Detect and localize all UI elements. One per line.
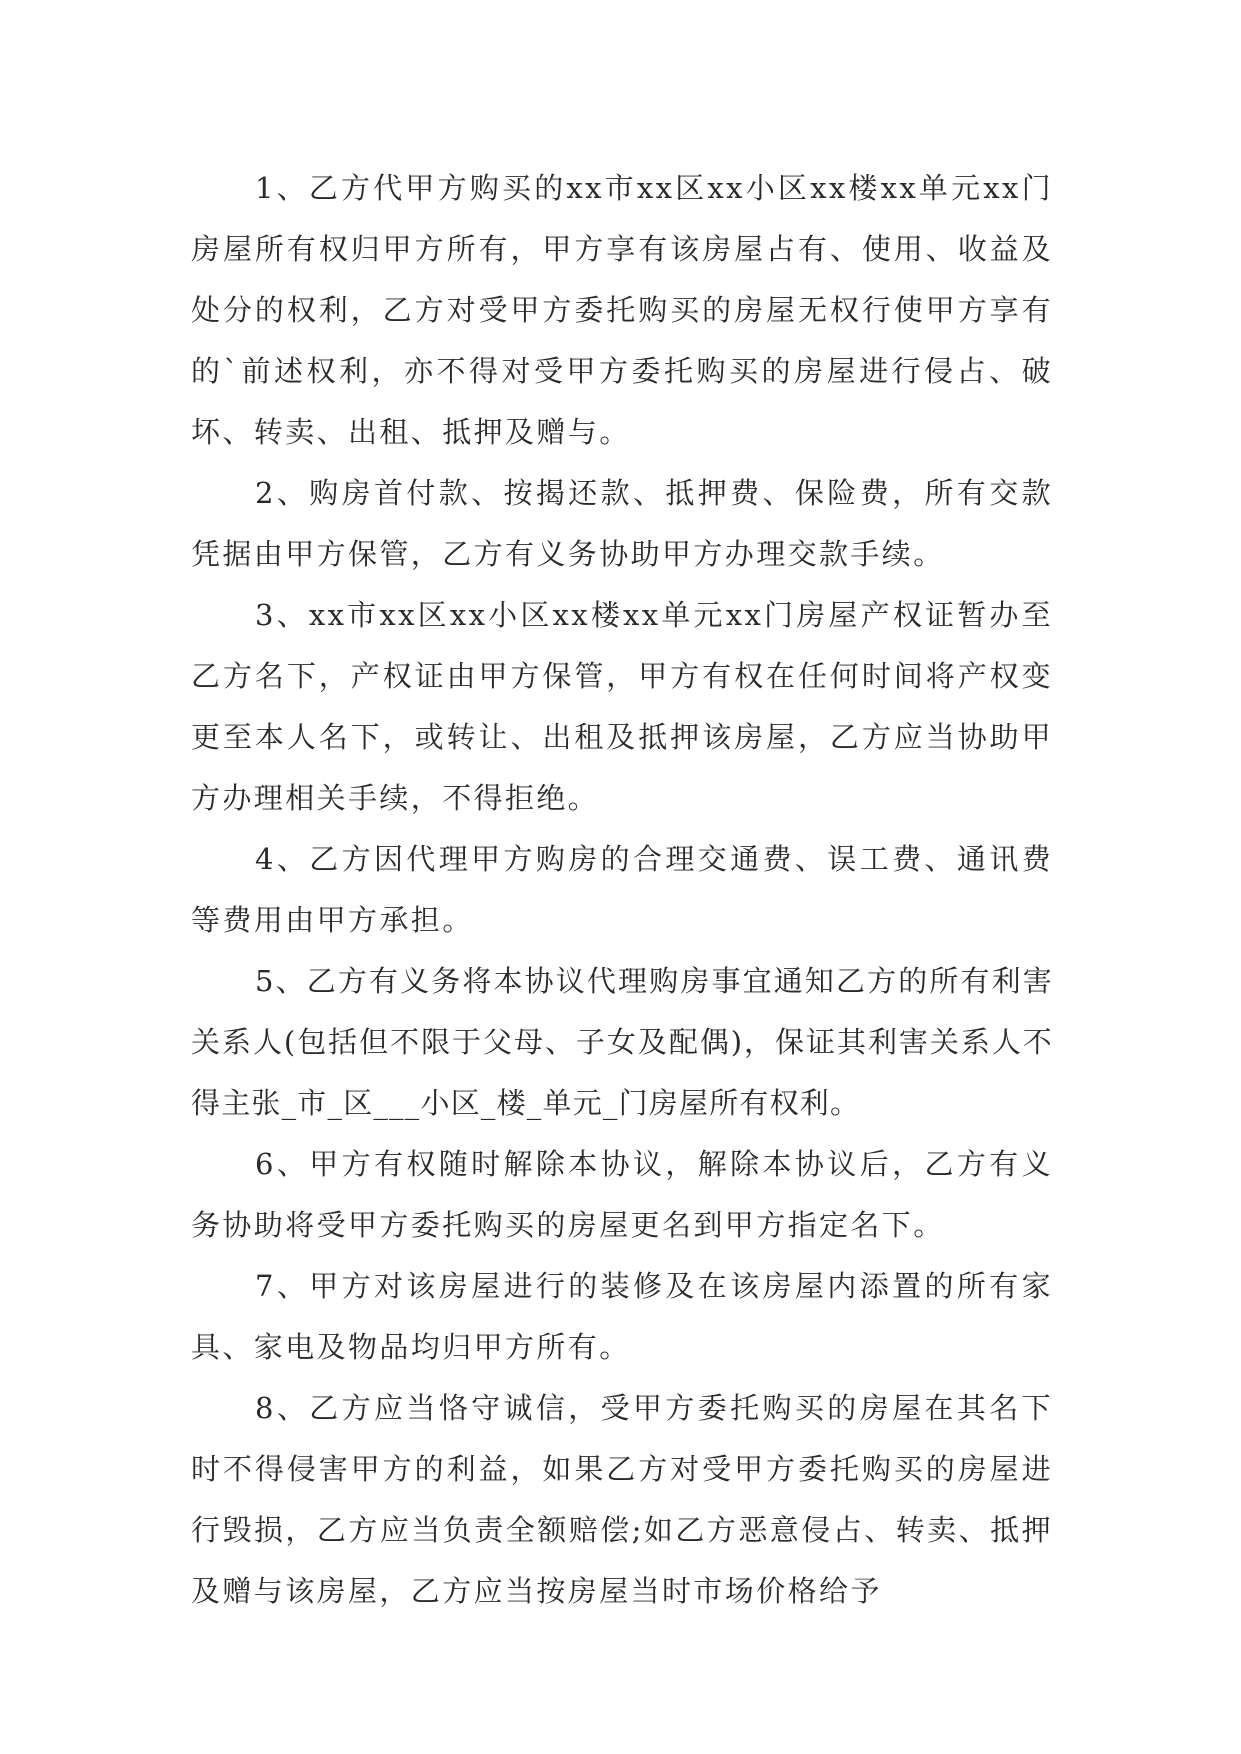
paragraph-8: 8、乙方应当恪守诚信，受甲方委托购买的房屋在其名下时不得侵害甲方的利益，如果乙方对受甲方委托购买的房屋进行毁损，乙方应当负责全额赔偿;如乙方恶意侵占、转卖、抵押及赠与该房屋，乙方应当按房屋当时市场价格给予 — [191, 1391, 1053, 1608]
paragraph-4: 4、乙方因代理甲方购房的合理交通费、误工费、通讯费等费用由甲方承担。 — [191, 842, 1053, 937]
paragraph-6: 6、甲方有权随时解除本协议，解除本协议后，乙方有义务协助将受甲方委托购买的房屋更名到甲方指定名下。 — [191, 1147, 1053, 1242]
paragraph-7: 7、甲方对该房屋进行的装修及在该房屋内添置的所有家具、家电及物品均归甲方所有。 — [191, 1269, 1053, 1364]
paragraph-3: 3、xx市xx区xx小区xx楼xx单元xx门房屋产权证暂办至乙方名下，产权证由甲方保管，甲方有权在任何时间将产权变更至本人名下，或转让、出租及抵押该房屋，乙方应当协助甲方办理相关手续，不得拒绝。 — [191, 598, 1053, 815]
paragraph-1: 1、乙方代甲方购买的xx市xx区xx小区xx楼xx单元xx门房屋所有权归甲方所有，甲方享有该房屋占有、使用、收益及处分的权利，乙方对受甲方委托购买的房屋无权行使甲方享有的`前述权利，亦不得对受甲方委托购买的房屋进行侵占、破坏、转卖、出租、抵押及赠与。 — [191, 171, 1053, 449]
paragraph-5: 5、乙方有义务将本协议代理购房事宜通知乙方的所有利害关系人(包括但不限于父母、子女及配偶)，保证其利害关系人不得主张_市_区___小区_楼_单元_门房屋所有权利。 — [191, 964, 1053, 1120]
document-body — [191, 158, 1053, 1622]
paragraph-2: 2、购房首付款、按揭还款、抵押费、保险费，所有交款凭据由甲方保管，乙方有义务协助甲方办理交款手续。 — [191, 476, 1053, 571]
